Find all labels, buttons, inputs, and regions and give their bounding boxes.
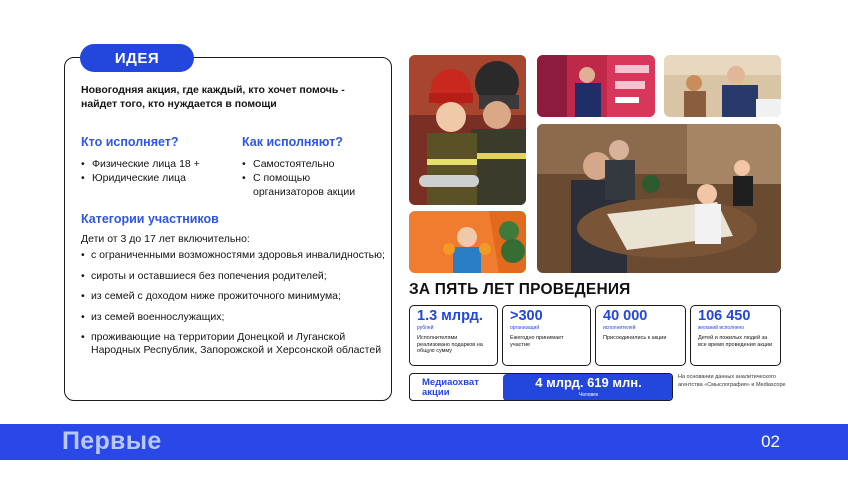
stat-unit: исполнителей [603,325,636,331]
who-item: • Физические лица 18 + [81,157,231,171]
category-item: • из семей с доходом ниже прожиточного минимума; [81,290,386,303]
idea-description: Новогодняя акция, где каждый, кто хочет помочь - найдет того, кто нуждается в помощи [81,84,345,110]
photo-boy-oranges [409,211,526,273]
stat-desc: Ежегодно принимает участие [510,335,564,348]
stat-value: 1.3 млрд. [417,308,483,324]
media-reach-card [409,373,673,401]
stat-unit: организаций [510,325,540,331]
page-number: 02 [761,432,780,451]
stat-value: >300 [510,308,543,324]
categories-intro: Дети от 3 до 17 лет включительно: [81,233,250,245]
who-list [81,157,231,185]
how-list [242,157,382,199]
stat-card-performers [595,305,686,366]
who-title: Кто исполняет? [81,135,179,149]
stats-title: ЗА ПЯТЬ ЛЕТ ПРОВЕДЕНИЯ [409,281,631,298]
stat-desc: Детей и пожилых людей за все время проведения акции [698,335,773,348]
stat-desc: Присоединились к акции [603,335,667,341]
stat-card-organizations [502,305,591,366]
media-unit: Человек [578,392,599,398]
stat-unit: желаний исполнено [698,325,745,331]
category-item: • из семей военнослужащих; [81,311,386,324]
stat-card-wishes [690,305,781,366]
media-source-note: На основании данных аналитического агентства «Смыслография» и Mediascope [678,374,786,388]
stat-value: 106 450 [698,308,751,324]
media-value: 4 млрд. 619 млн. [535,375,642,390]
photo-firefighter-child [409,55,526,205]
stat-value: 40 000 [603,308,648,324]
how-item: • С помощью организаторов акции [242,171,382,199]
categories-title: Категории участников [81,212,219,226]
photo-meeting-map [537,124,781,273]
photo-speaker-stage [537,55,655,117]
how-title: Как исполняют? [242,135,343,149]
categories-list [81,249,386,364]
footer-bar [0,424,848,460]
category-item: • сироты и оставшиеся без попечения родителей; [81,270,386,283]
stat-unit: рублей [417,325,434,331]
brand-logo: Первые [62,427,162,455]
category-item: • проживающие на территории Донецкой и Луганской Народных Республик, Запорожской и Херсонской областей [81,331,386,356]
media-value-box [503,374,673,401]
photo-man-with-girl [664,55,781,117]
category-item: • с ограниченными возможностями здоровья инвалидностью; [81,249,386,262]
who-item: • Юридические лица [81,171,231,185]
stat-card-amount [409,305,498,366]
idea-badge: ИДЕЯ [80,44,194,72]
how-item: • Самостоятельно [242,157,382,171]
stat-desc: Исполнителями реализовано подарков на общую сумму [417,335,483,354]
media-label: Медиаохват акции [422,377,479,398]
